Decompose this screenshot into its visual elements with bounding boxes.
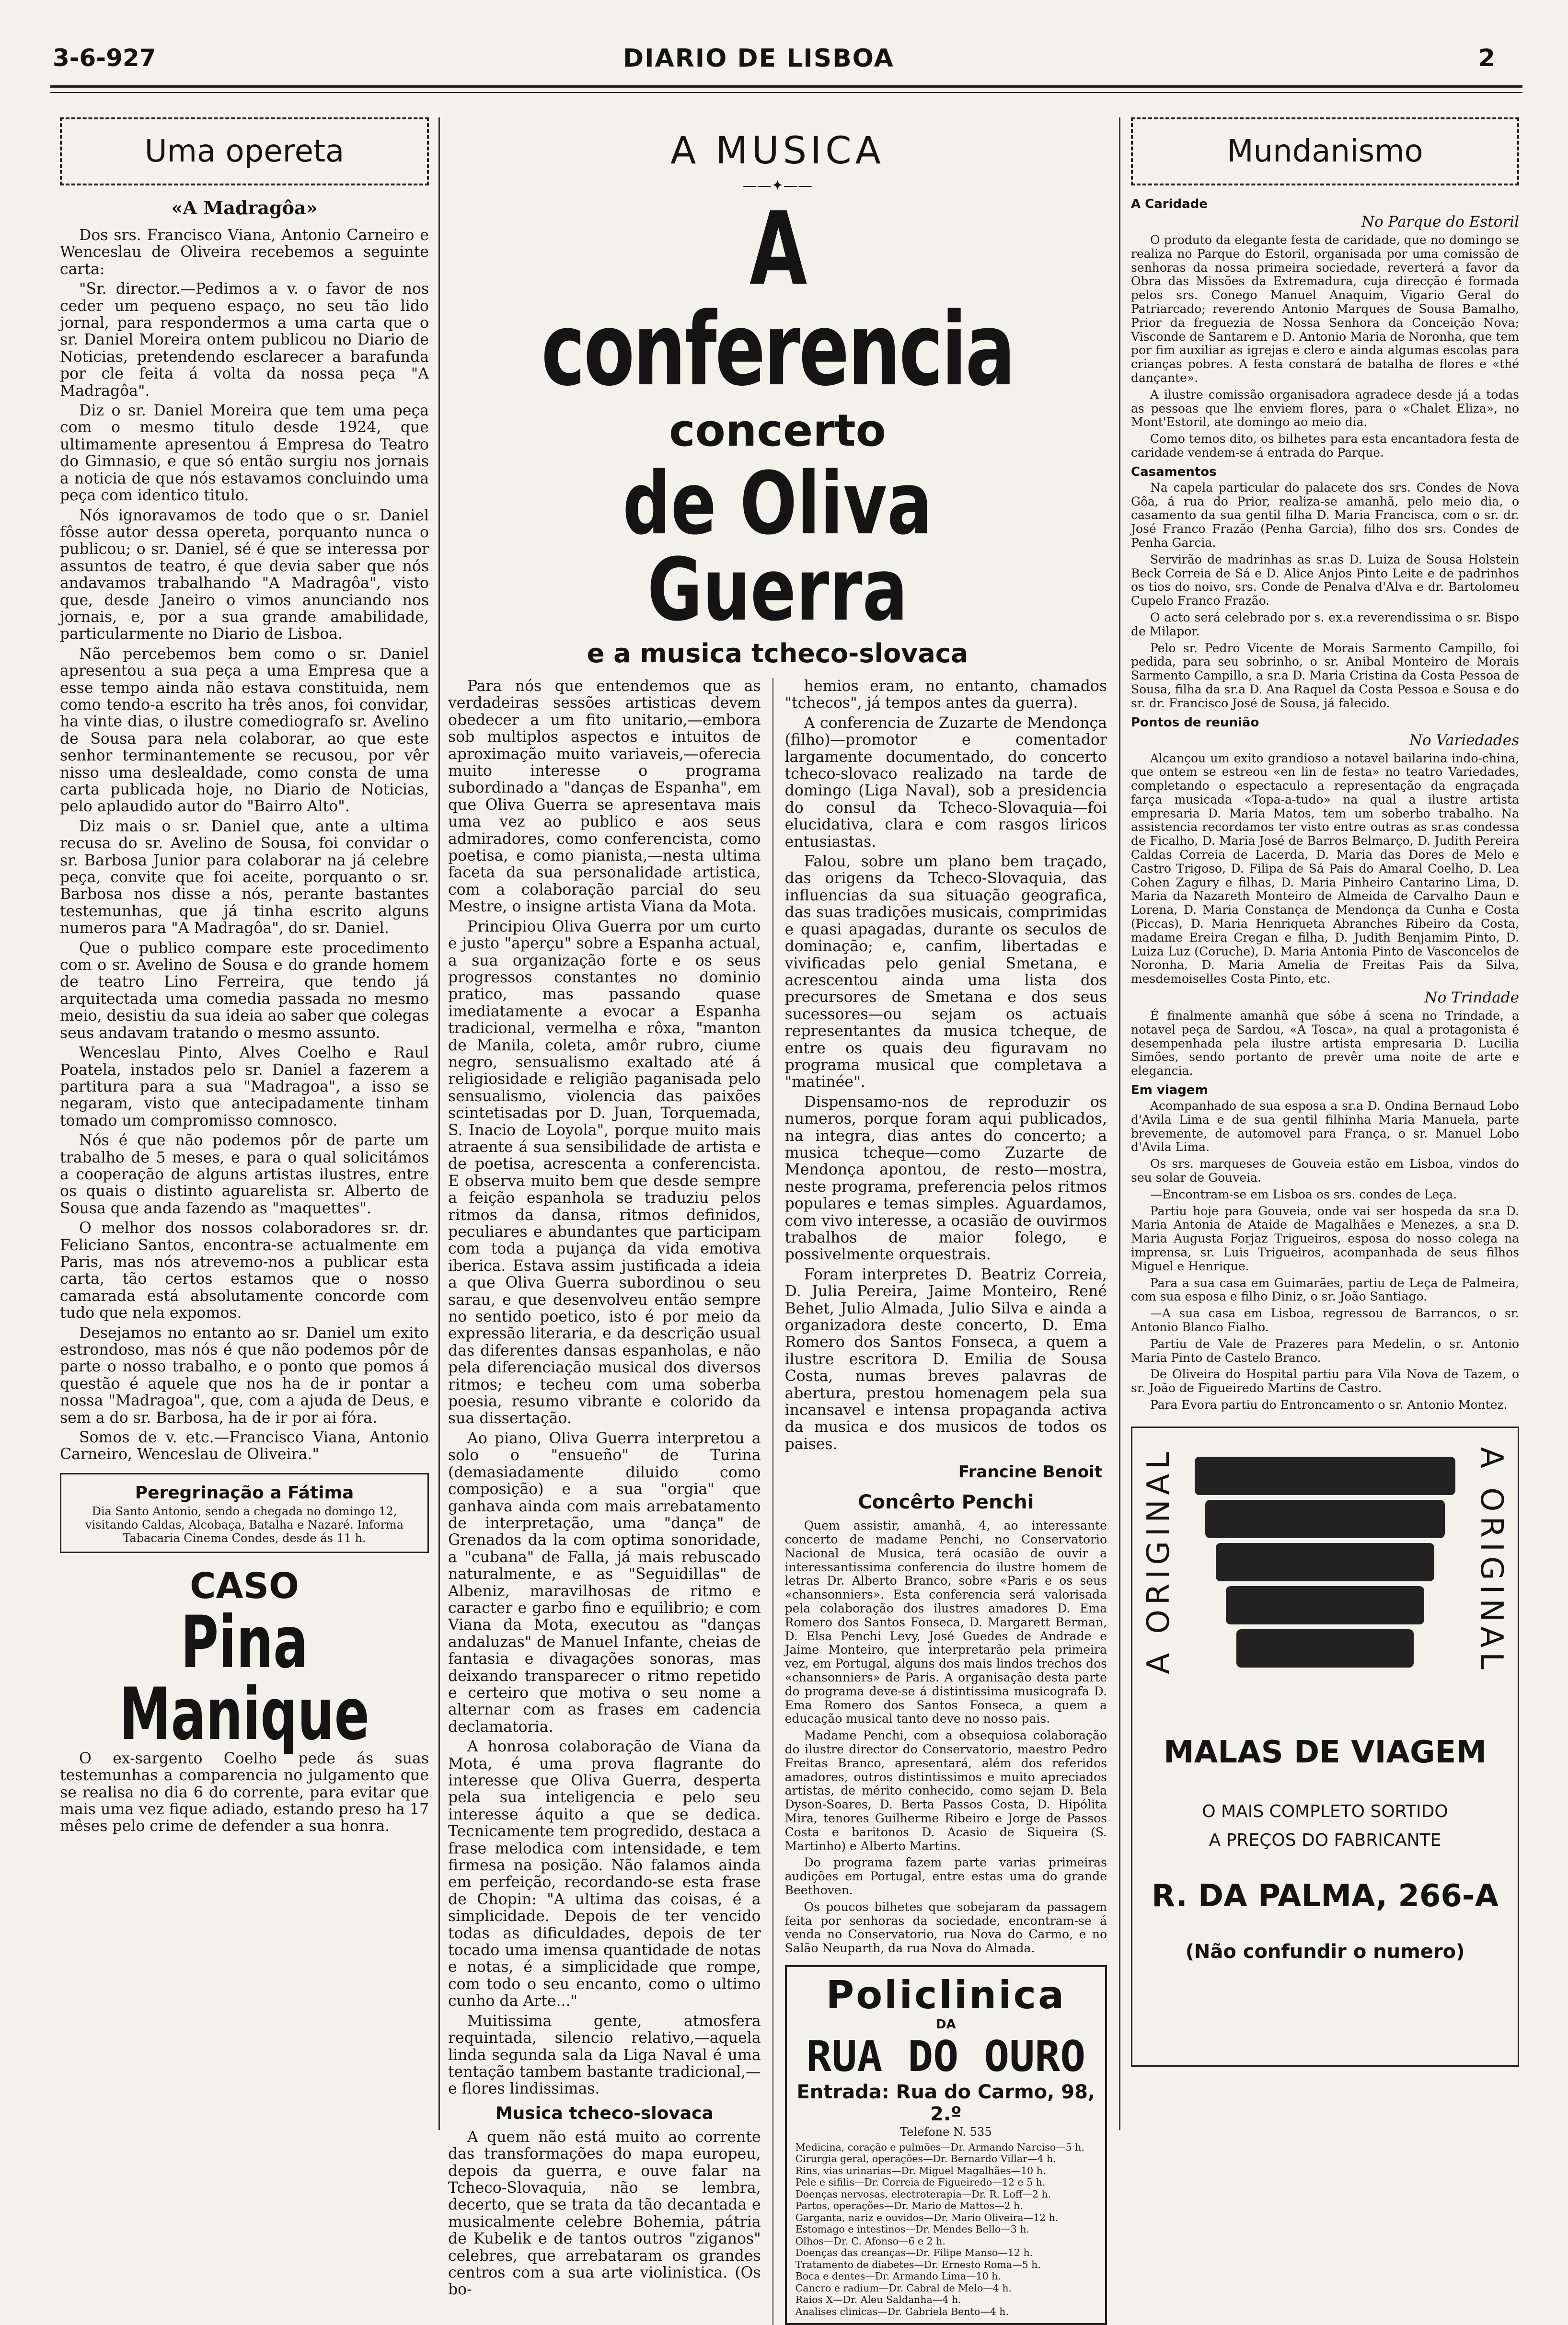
viagem-text bbox=[1131, 1099, 1519, 1412]
caridade-head: A Caridade bbox=[1131, 197, 1208, 211]
article-paragraph: Desejamos no entanto ao sr. Daniel um exito estrondoso, mas nós é que não podemos pôr de parte o nosso trabalho, e o ponto que pomos á questão é aquele que nos ha de ir pontar a nossa "Madragoa", que, com a ajuda de Deus, e sem a do sr. Barbosa, ha de ir por ai fóra. bbox=[60, 1324, 429, 1427]
article-paragraph: Partiu hoje para Gouveia, onde vai ser hospeda da sr.a D. Maria Antonia de Ataide de Magalhães e Menezes, a sr.a D. Maria Augusta Forjaz Trigueiros, esposa do nosso colega na imprensa, sr. Luis Trigueiros, acompanhada de seus filhos Miguel e Henrique. bbox=[1131, 1204, 1519, 1273]
article-paragraph: Principiou Oliva Guerra por um curto e justo "aperçu" sobre a Espanha actual, a sua organização forte e os seus progressos constantes no dominio pratico, mas passando quase imediatamente a evocar a Espanha tradicional, vermelha e rôxa, "manton de Manila, coleta, amôr rubro, ciume negro, sensualismo exaltado até á religiosidade e religião paganisada pelo sensualismo, violencia das paixões scintetisadas por D. Juan, Torquemada, S. Inacio de Loyola", porque muito mais atraente á sua sensibilidade de artista e de poetisa, acrescenta a conferencista. E observa muito bem que desde sempre a feição espanhola se traduziu pelos ritmos da dansa, ritmos definidos, peculiares e abundantes que participam com toda a pujança da vida emotiva iberica. Estava assim justificada a ideia a que Oliva Guerra subordinou o seu sarau, e que desenvolveu então sempre no sentido poetico, isto é por meio da expressão literaria, e da descrição usual das diferentes dansas espanholas, e não pela diferenciação musical dos diversos ritmos; e techeu com uma soberba poesia, resumo vibrante e colorido da sua dissertação. bbox=[448, 918, 761, 1427]
center-column bbox=[448, 117, 1107, 2317]
malas-line2: A PREÇOS DO FABRICANTE bbox=[1209, 1830, 1441, 1850]
viagem-head: Em viagem bbox=[1131, 1083, 1208, 1098]
pontos-place: No Variedades bbox=[1409, 731, 1519, 749]
headline-oliva-guerra: de Oliva Guerra bbox=[623, 454, 933, 640]
article-paragraph: Nós ignoravamos de todo que o sr. Daniel fôsse autor dessa opereta, porquanto nunca o publicou; o sr. Daniel, sé é que se interessa por assuntos de teatro, é que devia saber que nós andavamos trabalhando "A Madragôa", visto que, desde Janeiro o vimos anunciando nos jornais, e, por a sua grande amabilidade, particularmente no Diario de Lisboa. bbox=[60, 506, 429, 643]
policlinica-service-line: Garganta, nariz e ouvidos—Dr. Mario Oliveira—12 h. bbox=[795, 2211, 1059, 2223]
article-paragraph: Dispensamo-nos de reproduzir os numeros, porque foram aqui publicados, na integra, dias antes do concerto; a musica tcheque—como Zuzarte de Mendonça apontou, de resto—mostra, neste programa, preferencia pelos ritmos populares e temas simples. Aguardamos, com vivo interesse, a ocasião de ouvirmos trabalhos de maior folego, e possivelmente orquestrais. bbox=[784, 1093, 1107, 1264]
article-paragraph: Alcançou um exito grandioso a notavel bailarina indo-china, que ontem se estreou «en lin de festa» no teatro Variedades, completando o espectaculo a representação da engraçada farça musicada «Topa-a-tudo» na qual a ilustre artista empresaria D. Maria Matos, tem um soberbo trabalho. Na assistencia recordamos ter visto entre outras as sr.as condessa de Ficalho, D. Maria José de Barros Belmarço, D. Judith Pereira Caldas Correia de Lacerda, D. Maria das Dores de Melo e Castro Trigoso, D. Filipa de Sá Pais do Amaral Coelho, D. Lea Cohen Zagury e filhas, D. Maria Pinheiro Cantarino Lima, D. Maria da Nazareth Monteiro de Almeida de Carvalho Daun e Lorena, D. Maria Constança de Mendonça da Cunha e Costa (Piccas), D. Maria Henriqueta Abranches Ribeiro da Costa, madame Ereira Cregan e filha, D. Judith Benjamim Pinto, D. Luiza Luz (Coruche), D. Maria Antonia Pinto de Vasconcelos de Noronha, D. Maria Amelia de Freitas Pais da Silva, mesdemoiselles Costa Pinto, etc. bbox=[1131, 751, 1519, 986]
caso-title: CASO bbox=[190, 1565, 299, 1607]
article-paragraph: O produto da elegante festa de caridade, que no domingo se realiza no Parque do Estoril, organisada por uma comissão de senhoras da nossa primeira sociedade, reverterá a favor da Obra das Missões da Extremadura, cuja direcção é formada pelos srs. Conego Manuel Anaquim, Vigario Geral do Patriarcado; reverendo Antonio Marques de Sousa Bamalho, Prior da freguezia de Nossa Senhora da Conceição Nova; Visconde de Santarem e D. Antonio Maria de Noronha, que tem por fim auxiliar as igrejas e clero e ainda algumas escolas para crianças pobres. A festa constará de batalha de flores e «thé dançante». bbox=[1131, 233, 1519, 385]
trindade-text: É finalmente amanhã que sóbe á scena no Trindade, a notavel peça de Sardou, «A Tosca», na qual a protagonista é desempenhada pela ilustre artista empresaria D. Lucilia Simões, sendo portanto de prevêr uma noite de arte e elegancia. bbox=[1131, 1009, 1519, 1078]
policlinica-phone: Telefone N. 535 bbox=[900, 2125, 992, 2139]
malas-line1: O MAIS COMPLETO SORTIDO bbox=[1202, 1801, 1448, 1821]
concerto-penchi-text bbox=[785, 1519, 1107, 1956]
article-paragraph: —A sua casa em Lisboa, regressou de Barrancos, o sr. Antonio Blanco Fialho. bbox=[1131, 1306, 1519, 1334]
conferencia-text bbox=[448, 678, 761, 2098]
article-paragraph: Do programa fazem parte varias primeiras audições em Portugal, entre estas uma do grande Beethoven. bbox=[784, 1855, 1107, 1897]
policlinica-service-line: Doenças das creanças—Dr. Filipe Manso—12 h. bbox=[795, 2247, 1033, 2259]
article-paragraph: Diz o sr. Daniel Moreira que tem uma peça com o mesmo titulo desde 1924, que ultimamente apresentou á Empresa do Teatro do Gimnasio, e que só então surgiu nos jornais a noticia de que nós estavamos concluindo uma peça com identico titulo. bbox=[60, 402, 429, 505]
pontos-head: Pontos de reunião bbox=[1131, 715, 1259, 730]
policlinica-service-line: Doenças nervosas, electroterapia—Dr. R. Loff—2 h. bbox=[795, 2188, 1051, 2200]
article-paragraph: Para nós que entendemos que as verdadeiras sessões artisticas devem obedecer a um fito unitario,—embora sob multiplos aspectos e intuitos de aproximação muito variaveis,—oferecia muito interesse o programa subordinado a "danças de Espanha", em que Oliva Guerra se apresentava mais uma vez ao publico e aos seus admiradores, como conferencista, como poetisa, e como pianista,—nesta ultima faceta da sua personalidade artistica, com a colaboração parcial do seu Mestre, o insigne artista Viana da Mota. bbox=[448, 678, 761, 916]
policlinica-ad bbox=[785, 1965, 1107, 2325]
page-number: 2 bbox=[1478, 44, 1495, 72]
malas-ad bbox=[1131, 1427, 1519, 2067]
headline-deck: e a musica tcheco-slovaca bbox=[587, 638, 968, 668]
article-paragraph: Não percebemos bem como o sr. Daniel apresentou a sua peça a uma Empresa que a esse tempo ainda não estava constituida, nem como tendo-a escrito ha três anos, foi convidar, ha vinte dias, o ilustre comediografo sr. Avelino de Sousa para nela colaborar, ao que este senhor terminantemente se recusou, por vêr nisso uma deslealdade, como consta de uma carta publicada hoje, no Diario de Noticias, pelo aplaudido autor do "Bairro Alto". bbox=[60, 645, 429, 816]
caso-text: O ex-sargento Coelho pede ás suas testemunhas a comparencia no julgamento que se realisa no dia 6 do corrente, para evitar que mais uma vez fique adiado, estando preso ha 17 mêses pelo crime de defender a sua honra. bbox=[60, 1750, 429, 1835]
article-paragraph: O melhor dos nossos colaboradores sr. dr. Feliciano Santos, encontra-se actualmente em Paris, mas nós atrevemo-nos a publicar esta carta, tão certos estamos que o nosso camarada está absolutamente concorde com tudo que nela expomos. bbox=[60, 1220, 429, 1322]
article-paragraph: Falou, sobre um plano bem traçado, das origens da Tcheco-Slovaquia, das influencias da sua situação geografica, das suas tradições musicais, comprimidas e quasi apagadas, durante os seculos de dominação; e, canfim, libertadas e vivificadas pelo genial Smetana, e acrescentou ainda uma lista dos precursores de Smetana e dos seus sucessores—ou sejam os actuais representantes da musica tcheque, de entre os quais deu figuravam no programa musical que completava a "matinée". bbox=[784, 853, 1107, 1091]
suitcase-stack-icon bbox=[1195, 1457, 1455, 1706]
casamentos-text bbox=[1131, 481, 1519, 711]
policlinica-service-line: Rins, vias urinarias—Dr. Miguel Magalhães—10 h. bbox=[795, 2164, 1046, 2176]
article-paragraph: Nós é que não podemos pôr de parte um trabalho de 5 meses, e para o qual solicitámos a cooperação de alguns artistas ilustres, entre os quais o distinto aguarelista sr. Alberto de Sousa que anda fazendo as "maquettes". bbox=[60, 1132, 429, 1217]
policlinica-service-line: Medicina, coração e pulmões—Dr. Armando Narciso—5 h. bbox=[795, 2141, 1084, 2153]
malas-note: (Não confundir o numero) bbox=[1185, 1940, 1465, 1963]
column-divider-left bbox=[438, 117, 440, 2130]
article-paragraph: Madame Penchi, com a obsequiosa colaboração do ilustre director do Conservatorio, maestro Pedro Freitas Branco, apresentará, além dos referidos amadores, outros distintissimos e muito apreciados artistas, de mérito conhecido, como sejam D. Bela Dyson-Soares, D. Berta Passos Costa, D. Hipólita Mira, tenores Guilherme Ribeiro e Jorge de Passos Costa e baritonos D. Acasio de Siqueira (S. Martinho) e Alberto Martins. bbox=[784, 1728, 1107, 1853]
article-paragraph: Wenceslau Pinto, Alves Coelho e Raul Poatela, instados pelo sr. Daniel a fazerem a partitura para a sua "Madragoa", a isso se negaram, visto que antecipadamente tinham tomado um compromisso comnosco. bbox=[60, 1044, 429, 1129]
malas-address: R. DA PALMA, 266-A bbox=[1151, 1878, 1499, 1914]
article-paragraph: Dos srs. Francisco Viana, Antonio Carneiro e Wenceslau de Oliveira recebemos a seguinte carta: bbox=[60, 227, 429, 278]
masthead-rule bbox=[50, 85, 1522, 88]
article-paragraph: De Oliveira do Hospital partiu para Vila Nova de Tazem, o sr. João de Figueiredo Martins de Castro. bbox=[1131, 1367, 1519, 1395]
article-paragraph: Pelo sr. Pedro Vicente de Morais Sarmento Campillo, foi pedida, para seu sobrinho, o sr. Anibal Monteiro de Morais Sarmento Campillo, a sr.a D. Maria Cristina da Costa Pessoa de Sousa, filha da sr.a D. Ana Raquel da Costa Pessoa e Sousa e do sr. dr. Francisco José de Sousa, já falecido. bbox=[1131, 641, 1519, 710]
tcheco-text bbox=[785, 678, 1107, 1453]
inner-column-rule bbox=[772, 678, 773, 2325]
malas-side-right: A ORIGINAL bbox=[1474, 1447, 1509, 1674]
pina-manique-title: Pina Manique bbox=[119, 1600, 369, 1756]
right-column bbox=[1131, 117, 1519, 2130]
musica-tcheca-head: Musica tcheco-slovaca bbox=[495, 2103, 714, 2123]
article-paragraph: Que o publico compare este procedimento com o sr. Avelino de Sousa e do grande homem de teatro Lino Ferreira, que tendo já arquitectada uma comedia passada no mesmo meio, desistiu da sua ideia ao saber que colegas seus andavam tratando o mesmo assunto. bbox=[60, 939, 429, 1042]
policlinica-service-line: Cirurgia geral, operações—Dr. Bernardo Villar—4 h. bbox=[795, 2153, 1056, 2165]
section-kicker: A MUSICA bbox=[670, 129, 885, 173]
mundanismo-title: Mundanismo bbox=[1131, 117, 1519, 185]
article-paragraph: Acompanhado de sua esposa a sr.a D. Ondina Bernaud Lobo d'Avila Lima e de sua gentil filhinha Maria Manuela, parte brevemente, de automovel para França, o sr. Manuel Lobo d'Avila Lima. bbox=[1131, 1099, 1519, 1154]
pilgrimage-ad-title: Peregrinação a Fátima bbox=[135, 1483, 354, 1503]
policlinica-service-line: Partos, operações—Dr. Mario de Mattos—2 h. bbox=[795, 2200, 1023, 2212]
concerto-penchi-head: Concêrto Penchi bbox=[858, 1491, 1034, 1514]
policlinica-service-line: Analises clinicas—Dr. Gabriela Bento—4 h. bbox=[795, 2305, 1009, 2317]
musica-tcheca-text: A quem não está muito ao corrente das transformações do mapa europeu, depois da guerra, e ouve falar na Tcheco-Slovaquia, não se lembra, decerto, que se trata da tão decantada e musicalmente celebre Bohemia, pátria de Kubelik e de tantos outros "ziganos" celebres, que arrebataram os grandes centros com a sua arte violinistica. (Os bo- bbox=[448, 2128, 761, 2299]
policlinica-service-line: Pele e sifilis—Dr. Correia de Figueiredo—12 e 5 h. bbox=[795, 2176, 1046, 2188]
policlinica-address: Entrada: Rua do Carmo, 98, 2.º bbox=[796, 2081, 1095, 2125]
article-paragraph: Os poucos bilhetes que sobejaram da passagem feita por senhoras da sociedade, encontram-se á venda no Conservatorio, rua Nova do Carmo, e no Salão Neuparth, da rua Nova do Almada. bbox=[784, 1899, 1107, 1956]
policlinica-services bbox=[796, 2141, 1096, 2318]
article-paragraph: hemios eram, no entanto, chamados "tchecos", já tempos antes da guerra). bbox=[784, 678, 1107, 712]
headline-concerto: concerto bbox=[669, 405, 886, 456]
article-paragraph: A ilustre comissão organisadora agradece desde já a todas as pessoas que lhe enviem flores, para o «Chalet Eliza», no Mont'Estoril, ate domingo ao meio dia. bbox=[1131, 387, 1519, 429]
article-paragraph: Diz mais o sr. Daniel que, ante a ultima recusa do sr. Avelino de Sousa, foi convidar o sr. Barbosa Junior para colaborar na já celebre peça, convite que foi aceite, porquanto o sr. Barbosa nos disse a nós, perante bastantes testemunhas, que já tinha escrito alguns numeros para "A Madragôa", do sr. Daniel. bbox=[60, 817, 429, 937]
policlinica-service-line: Tratamento de diabetes—Dr. Ernesto Roma—5 h. bbox=[795, 2258, 1041, 2270]
trindade-place: No Trindade bbox=[1424, 989, 1519, 1007]
article-column-a bbox=[448, 678, 761, 2325]
left-column bbox=[60, 117, 429, 2130]
malas-side-left: A ORIGINAL bbox=[1141, 1447, 1176, 1674]
article-paragraph: Como temos dito, os bilhetes para esta encantadora festa de caridade vendem-se á entrada do Parque. bbox=[1131, 432, 1519, 460]
policlinica-title: Policlinica bbox=[826, 1972, 1066, 2017]
opereta-title: Uma opereta bbox=[60, 117, 429, 185]
article-paragraph: Somos de v. etc.—Francisco Viana, Antonio Carneiro, Wenceslau de Oliveira." bbox=[60, 1429, 429, 1463]
pilgrimage-ad-text: Dia Santo Antonio, sendo a chegada no domingo 12, visitando Caldas, Alcobaça, Batalha e Nazaré. Informa Tabacaria Cinema Condes, desde ás 11 h. bbox=[85, 1504, 404, 1545]
column-divider-right bbox=[1119, 117, 1120, 2130]
article-paragraph: Foram interpretes D. Beatriz Correia, D. Julia Pereira, Jaime Monteiro, René Behet, Julio Almada, Julio Silva e ainda a organizadora deste concerto, D. Ema Romero dos Santos Fonseca, a quem a ilustre escritora D. Emilia de Sousa Costa, numas breves palavras de abertura, prestou homenagem pela sua incansavel e intensa propaganda activa da musica e dos musicos de todos os paises. bbox=[784, 1266, 1107, 1453]
policlinica-name: RUA DO OURO bbox=[806, 2031, 1086, 2081]
policlinica-da: DA bbox=[935, 2017, 956, 2032]
pontos-text bbox=[1131, 752, 1519, 987]
article-paragraph: Para a sua casa em Guimarães, partiu de Leça de Palmeira, com sua esposa e filho Diniz, o sr. João Santiago. bbox=[1131, 1276, 1519, 1304]
main-headline: A conferencia bbox=[541, 190, 1014, 408]
article-paragraph: Para Evora partiu do Entroncamento o sr. Antonio Montez. bbox=[1150, 1397, 1508, 1412]
article-paragraph: A conferencia de Zuzarte de Mendonça (filho)—promotor e comentador largamente documentado, do concerto tcheco-slovaco realizado na tarde de domingo (Liga Naval), sob a presidencia do consul da Tcheco-Slovaquia—foi elucidativa, clara e com rasgos liricos entusiastas. bbox=[784, 714, 1107, 851]
opereta-article bbox=[60, 227, 429, 1463]
article-paragraph: Partiu de Vale de Prazeres para Medelin, o sr. Antonio Maria Pinto de Castelo Branco. bbox=[1131, 1336, 1519, 1365]
article-paragraph: Servirão de madrinhas as sr.as D. Luiza de Sousa Holstein Beck Correia de Sá e D. Alice Anjos Pinto Leite e de padrinhos os tios do noivo, srs. Conde de Penalva d'Alva e dr. Bartolomeu Cupelo Franco Frazão. bbox=[1131, 552, 1519, 608]
policlinica-service-line: Cancro e radium—Dr. Cabral de Melo—4 h. bbox=[795, 2282, 1012, 2294]
policlinica-service-line: Estomago e intestinos—Dr. Mendes Bello—3 h. bbox=[795, 2223, 1030, 2235]
masthead-rule-thin bbox=[50, 92, 1522, 93]
article-paragraph: "Sr. director.—Pedimos a v. o favor de nos ceder um pequeno espaço, no seu tão lido jornal, para respondermos a uma carta que o sr. Daniel Moreira ontem publicou no Diario de Noticias, pretendendo esclarecer a barafunda por cle feita á volta da nossa peça "A Madragôa". bbox=[60, 280, 429, 400]
article-paragraph: A honrosa colaboração de Viana da Mota, é uma prova flagrante do interesse que Oliva Guerra, desperta pela sua inteligencia e pelo seu interesse áquito a que se dedica. Tecnicamente tem progredido, destaca a frase melodica com intensidade, e tem firmesa na posição. Não falamos ainda em perfeição, recordando-se esta frase de Chopin: "A ultima das coisas, é a simplicidade. Depois de ter vencido todas as dificuldades, depois de ter tocado uma imensa quantidade de notas e notas, é a simplicidade que rompe, com todo o seu encanto, como o ultimo cunho da Arte..." bbox=[448, 1738, 761, 2010]
article-paragraph: Ao piano, Oliva Guerra interpretou a solo o "ensueño" de Turina (demasiadamente diluido como composição) e a sua "orgia" que ganhava ainda com mais arrebatamento de interpretação, uma "dança" de Grenados da la com optima sonoridade, a "cubana" de Falla, já mais rebuscado naturalmente, e as "Seguidillas" de Albeniz, maravilhosas de ritmo e caracter e garbo fino e equilibrio; e com Viana da Mota, executou as "danças andaluzas" de Manuel Infante, cheias de fantasia e divagações sonoras, mas deixando transparecer o ritmo repetido e certeiro que motiva o seu nome a alternar com as frases em cadencia declamatoria. bbox=[448, 1429, 761, 1736]
ornament-divider: ——✦—— bbox=[742, 177, 813, 194]
pilgrimage-ad bbox=[60, 1473, 429, 1553]
article-paragraph: Quem assistir, amanhã, 4, ao interessante concerto de madame Penchi, no Conservatorio Nacional de Musica, terá ocasião de ouvir a interessantissima conferencia do ilustre homem de letras Dr. Alberto Branco, sobre «Paris e os seus «chansonniers». Esta conferencia será valorisada pela colaboração dos ilustres amadores D. Ema Romero dos Santos Fonseca, D. Margarett Berman, D. Elsa Penchi Levy, José Guedes de Andrade e Jaime Monteiro, que interpretarão pela primeira vez, em Portugal, alguns dos mais lindos trechos dos «chansonniers» de Paris. A organisação desta parte do programa deve-se á distintissima musicografa D. Ema Romero dos Santos Fonseca, a quem a educação musical tanto deve no nosso pais. bbox=[784, 1519, 1107, 1726]
article-paragraph: Na capela particular do palacete dos srs. Condes de Nova Gôa, á rua do Prior, realiza-se amanhã, pelo meio dia, o casamento da sua gentil filha D. Maria Francisca, com o sr. dr. José Franco Frazão (Penha Garcia), filho dos srs. Condes de Penha Garcia. bbox=[1131, 480, 1519, 550]
policlinica-service-line: Olhos—Dr. C. Afonso—6 e 2 h. bbox=[795, 2235, 945, 2247]
article-paragraph: Muitissima gente, atmosfera requintada, silencio relativo,—aquela linda segunda sala da Liga Naval é uma tentação tambem bastante tradicional,—e flores lindissimas. bbox=[448, 2012, 761, 2098]
article-paragraph: O acto será celebrado por s. ex.a reverendissima o sr. Bispo de Milapor. bbox=[1131, 610, 1519, 638]
page-date: 3-6-927 bbox=[53, 44, 156, 72]
casamentos-head: Casamentos bbox=[1131, 464, 1217, 479]
policlinica-service-line: Raios X—Dr. Aleu Saldanha—4 h. bbox=[795, 2294, 961, 2306]
article-column-b bbox=[785, 678, 1107, 2325]
caridade-place: No Parque do Estoril bbox=[1361, 213, 1519, 230]
newspaper-title: DIARIO DE LISBOA bbox=[623, 44, 894, 73]
policlinica-service-line: Boca e dentes—Dr. Armando Lima—10 h. bbox=[795, 2270, 1001, 2282]
article-paragraph: Os srs. marqueses de Gouveia estão em Lisboa, vindos do seu solar de Gouveia. bbox=[1131, 1157, 1519, 1185]
malas-title: MALAS DE VIAGEM bbox=[1164, 1734, 1487, 1770]
article-paragraph: —Encontram-se em Lisboa os srs. condes de Leça. bbox=[1150, 1187, 1457, 1201]
opereta-subtitle: «A Madragôa» bbox=[171, 197, 318, 219]
byline: Francine Benoit bbox=[958, 1462, 1103, 1482]
caridade-text bbox=[1131, 233, 1519, 460]
